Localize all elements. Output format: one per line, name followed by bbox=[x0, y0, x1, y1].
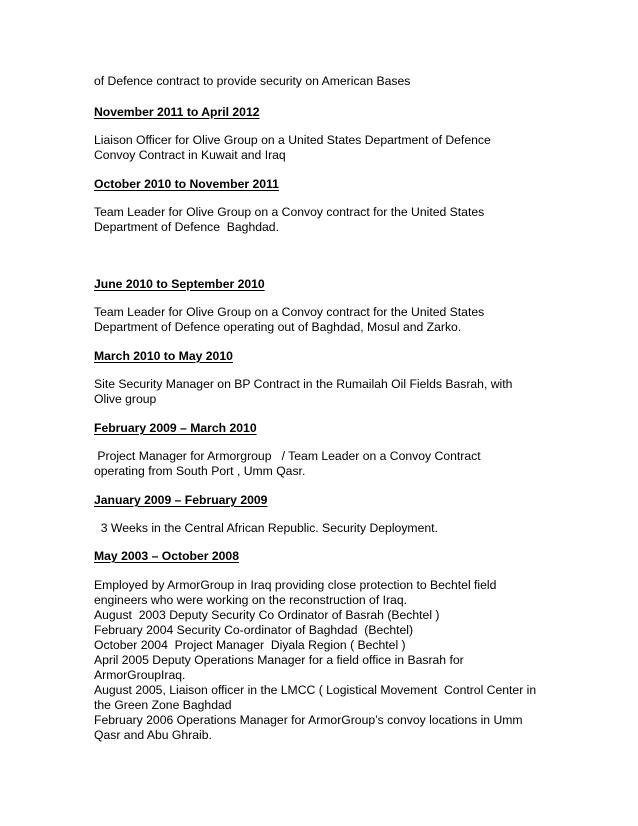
entry-date-heading: February 2009 – March 2010 bbox=[94, 421, 257, 435]
entry-text-line: Team Leader for Olive Group on a Convoy contract for the United States bbox=[94, 305, 485, 319]
entry-text-line: Project Manager for Armorgroup / Team Leader on a Convoy Contract bbox=[94, 449, 481, 463]
entry-date-heading: June 2010 to September 2010 bbox=[94, 277, 265, 291]
entry-date-heading: October 2010 to November 2011 bbox=[94, 177, 279, 191]
entry-text-line: April 2005 Deputy Operations Manager for a field office in Basrah for bbox=[94, 653, 464, 667]
entry-text-line: February 2004 Security Co-ordinator of Baghdad (Bechtel) bbox=[94, 623, 414, 637]
entry-text-line: Employed by ArmorGroup in Iraq providing close protection to Bechtel field bbox=[94, 578, 497, 592]
entry-text-line: ArmorGroupIraq. bbox=[94, 668, 186, 682]
entry-text-line: 3 Weeks in the Central African Republic. Security Deployment. bbox=[94, 521, 438, 535]
entry-text-line: the Green Zone Baghdad bbox=[94, 698, 232, 712]
entry-date-heading: May 2003 – October 2008 bbox=[94, 549, 239, 563]
entry-text-line: engineers who were working on the reconstruction of Iraq. bbox=[94, 593, 407, 607]
entry-text-line: Department of Defence Baghdad. bbox=[94, 220, 279, 234]
entry-text-line: Department of Defence operating out of Baghdad, Mosul and Zarko. bbox=[94, 320, 462, 334]
entry-text-line: Convoy Contract in Kuwait and Iraq bbox=[94, 148, 286, 162]
entry-date-heading: March 2010 to May 2010 bbox=[94, 349, 233, 363]
entry-date-heading: November 2011 to April 2012 bbox=[94, 105, 260, 119]
entry-date-heading: January 2009 – February 2009 bbox=[94, 493, 268, 507]
entry-text-line: August 2003 Deputy Security Co Ordinator of Basrah (Bechtel ) bbox=[94, 608, 440, 622]
entry-text-line: October 2004 Project Manager Diyala Region ( Bechtel ) bbox=[94, 638, 406, 652]
entry-text-line: Liaison Officer for Olive Group on a United States Department of Defence bbox=[94, 133, 491, 147]
entry-text-line: August 2005, Liaison officer in the LMCC ( Logistical Movement Control Center in bbox=[94, 683, 537, 697]
entry-text-line: Team Leader for Olive Group on a Convoy contract for the United States bbox=[94, 205, 485, 219]
entry-text-line: February 2006 Operations Manager for ArmorGroup’s convoy locations in Umm bbox=[94, 713, 523, 727]
entry-text-line: operating from South Port , Umm Qasr. bbox=[94, 464, 306, 478]
entry-text-line: Site Security Manager on BP Contract in the Rumailah Oil Fields Basrah, with bbox=[94, 377, 513, 391]
entry-text-line: Qasr and Abu Ghraib. bbox=[94, 728, 212, 742]
intro-line: of Defence contract to provide security on American Bases bbox=[94, 74, 411, 88]
entry-text-line: Olive group bbox=[94, 392, 157, 406]
